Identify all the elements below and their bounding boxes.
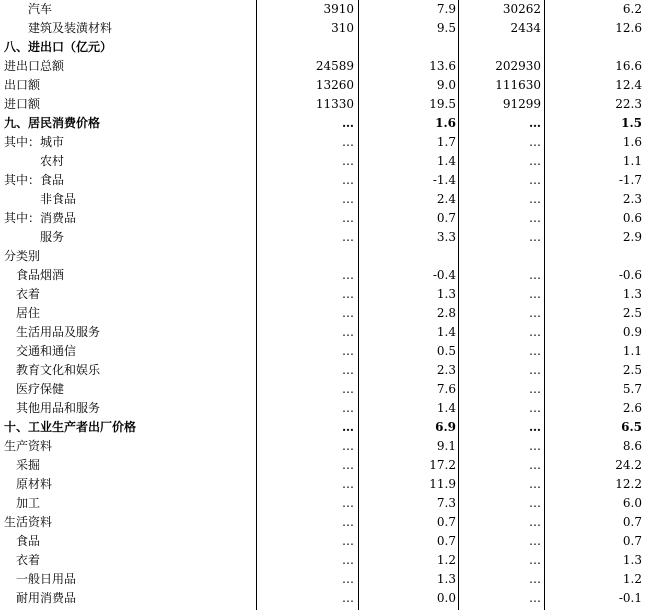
value-cell-3: … [529, 458, 541, 472]
row-label: 汽车 [28, 2, 53, 16]
value-cell-4: -0.1 [618, 591, 642, 605]
value-cell-1: … [342, 458, 354, 472]
value-cell-3: … [529, 382, 541, 396]
table-row [0, 361, 649, 380]
value-cell-3: … [529, 496, 541, 510]
table-row [0, 95, 649, 114]
value-cell-3: … [529, 116, 541, 130]
value-cell-1: 310 [331, 21, 354, 35]
table-row [0, 304, 649, 323]
row-label: 生产资料 [4, 439, 53, 453]
value-cell-1: … [342, 287, 354, 301]
value-cell-2: 0.7 [436, 534, 456, 548]
value-cell-1: 24589 [315, 59, 354, 73]
value-cell-4: 1.1 [622, 154, 642, 168]
row-label: 十、工业生产者出厂价格 [4, 420, 137, 434]
table-row [0, 380, 649, 399]
table-row [0, 19, 649, 38]
value-cell-2: 3.3 [436, 230, 456, 244]
value-cell-3: … [529, 553, 541, 567]
row-label: 交通和通信 [16, 344, 77, 358]
value-cell-4: 1.6 [622, 135, 642, 149]
value-cell-3 [449, 38, 541, 57]
row-label: 其中：消费品 [4, 211, 77, 225]
value-cell-4: 24.2 [615, 458, 642, 472]
value-cell-1: 13260 [315, 78, 354, 92]
value-cell-1: … [342, 192, 354, 206]
table-row [0, 589, 649, 608]
value-cell-2 [360, 38, 456, 57]
value-cell-3: … [529, 401, 541, 415]
row-label: 采掘 [16, 458, 41, 472]
row-label: 其他用品和服务 [16, 401, 101, 415]
value-cell-4: 12.6 [615, 21, 642, 35]
value-cell-1: … [342, 382, 354, 396]
value-cell-3: 111630 [495, 78, 541, 92]
value-cell-3: … [529, 515, 541, 529]
value-cell-4: 0.7 [622, 515, 642, 529]
row-label: 衣着 [16, 287, 41, 301]
table-row [0, 323, 649, 342]
table-row [0, 228, 649, 247]
value-cell-2: 6.9 [435, 420, 456, 434]
value-cell-2: 9.0 [436, 78, 456, 92]
value-cell-4 [548, 38, 642, 57]
value-cell-4: 0.7 [622, 534, 642, 548]
value-cell-4: 6.2 [622, 2, 642, 16]
value-cell-4: 1.2 [622, 572, 642, 586]
value-cell-2: 1.4 [436, 154, 456, 168]
value-cell-3: … [529, 363, 541, 377]
value-cell-3: … [529, 268, 541, 282]
row-label: 食品 [16, 534, 41, 548]
row-label: 耐用消费品 [16, 591, 77, 605]
row-label: 居住 [16, 306, 41, 320]
value-cell-1: … [342, 496, 354, 510]
value-cell-3: … [529, 173, 541, 187]
value-cell-2: 1.7 [436, 135, 456, 149]
row-label: 教育文化和娱乐 [16, 363, 101, 377]
value-cell-4: 6.0 [622, 496, 642, 510]
row-label: 食品烟酒 [16, 268, 65, 282]
table-row [0, 342, 649, 361]
value-cell-1: … [342, 211, 354, 225]
value-cell-4: 1.3 [622, 287, 642, 301]
value-cell-2: 9.1 [436, 439, 456, 453]
value-cell-3: … [529, 211, 541, 225]
row-label: 生活用品及服务 [16, 325, 101, 339]
value-cell-1: … [342, 553, 354, 567]
value-cell-2: 9.5 [436, 21, 456, 35]
row-label: 非食品 [40, 192, 77, 206]
row-label: 其中：食品 [4, 173, 65, 187]
value-cell-2: 1.2 [436, 553, 456, 567]
table-row [0, 171, 649, 190]
table-row [0, 418, 649, 437]
value-cell-3: 91299 [502, 97, 541, 111]
row-label: 原材料 [16, 477, 53, 491]
row-label: 农村 [40, 154, 65, 168]
value-cell-1: … [342, 401, 354, 415]
value-cell-2: 0.0 [436, 591, 456, 605]
value-cell-2: 11.9 [429, 477, 456, 491]
value-cell-2: 7.3 [436, 496, 456, 510]
table-row [0, 494, 649, 513]
row-label: 生活资料 [4, 515, 53, 529]
table-row [0, 76, 649, 95]
value-cell-4: 2.3 [622, 192, 642, 206]
value-cell-4: 1.5 [621, 116, 642, 130]
value-cell-3 [449, 247, 541, 266]
row-label: 医疗保健 [16, 382, 65, 396]
row-label: 建筑及装潢材料 [28, 21, 113, 35]
value-cell-4: 12.2 [615, 477, 642, 491]
value-cell-4 [548, 247, 642, 266]
value-cell-1: … [342, 534, 354, 548]
value-cell-1: … [342, 363, 354, 377]
table-row [0, 266, 649, 285]
value-cell-1: … [342, 591, 354, 605]
value-cell-3: … [529, 344, 541, 358]
value-cell-2: 1.3 [436, 572, 456, 586]
value-cell-4: -1.7 [618, 173, 642, 187]
row-label: 服务 [40, 230, 65, 244]
table-row [0, 114, 649, 133]
table-row [0, 475, 649, 494]
value-cell-1: … [342, 420, 354, 434]
table-row [0, 532, 649, 551]
value-cell-3: 30262 [502, 2, 541, 16]
value-cell-1: … [342, 477, 354, 491]
value-cell-4: 5.7 [622, 382, 642, 396]
table-row [0, 399, 649, 418]
row-label: 九、居民消费价格 [4, 116, 101, 130]
value-cell-2: 1.3 [436, 287, 456, 301]
value-cell-2: 7.9 [436, 2, 456, 16]
value-cell-4: 6.5 [621, 420, 642, 434]
table-row [0, 57, 649, 76]
value-cell-3: … [529, 306, 541, 320]
value-cell-3: … [529, 534, 541, 548]
value-cell-2: 0.7 [436, 211, 456, 225]
value-cell-2: 1.4 [436, 401, 456, 415]
value-cell-4: 22.3 [615, 97, 642, 111]
value-cell-1: … [342, 439, 354, 453]
value-cell-4: 12.4 [615, 78, 642, 92]
value-cell-4: 8.6 [622, 439, 642, 453]
value-cell-4: 2.5 [622, 363, 642, 377]
value-cell-1: … [342, 515, 354, 529]
value-cell-4: 2.9 [622, 230, 642, 244]
value-cell-2: 1.4 [436, 325, 456, 339]
value-cell-2: 19.5 [429, 97, 456, 111]
value-cell-3: … [529, 135, 541, 149]
value-cell-3: … [529, 325, 541, 339]
row-label: 进口额 [4, 97, 41, 111]
table-row [0, 0, 649, 19]
value-cell-2 [360, 247, 456, 266]
table-row [0, 456, 649, 475]
value-cell-2: 2.8 [436, 306, 456, 320]
row-label: 衣着 [16, 553, 41, 567]
value-cell-1: … [342, 154, 354, 168]
value-cell-3: 202930 [495, 59, 541, 73]
table-row [0, 551, 649, 570]
value-cell-2: 1.6 [435, 116, 456, 130]
value-cell-4: 2.6 [622, 401, 642, 415]
row-label: 加工 [16, 496, 41, 510]
value-cell-3: … [529, 192, 541, 206]
value-cell-1: 11330 [315, 97, 354, 111]
value-cell-4: 1.3 [622, 553, 642, 567]
value-cell-2: 13.6 [429, 59, 456, 73]
value-cell-4: 0.6 [622, 211, 642, 225]
value-cell-3: … [529, 420, 541, 434]
value-cell-2: 2.4 [436, 192, 456, 206]
value-cell-4: 0.9 [622, 325, 642, 339]
row-label: 进出口总额 [4, 59, 65, 73]
value-cell-2: 2.3 [436, 363, 456, 377]
value-cell-1: … [342, 306, 354, 320]
table-row [0, 152, 649, 171]
value-cell-4: 1.1 [622, 344, 642, 358]
table-row [0, 513, 649, 532]
value-cell-2: -0.4 [432, 268, 456, 282]
value-cell-2: -1.4 [432, 173, 456, 187]
value-cell-1: … [342, 230, 354, 244]
table-row [0, 190, 649, 209]
value-cell-2: 0.7 [436, 515, 456, 529]
value-cell-2: 7.6 [436, 382, 456, 396]
table-row [0, 133, 649, 152]
value-cell-1: … [342, 344, 354, 358]
value-cell-3: … [529, 591, 541, 605]
value-cell-3: 2434 [510, 21, 541, 35]
table-row [0, 570, 649, 589]
value-cell-1 [258, 38, 354, 57]
value-cell-3: … [529, 287, 541, 301]
row-label: 八、进出口（亿元） [4, 40, 113, 54]
row-label: 其中：城市 [4, 135, 65, 149]
table-row [0, 247, 649, 266]
row-label: 分类别 [4, 249, 41, 263]
value-cell-2: 0.5 [436, 344, 456, 358]
value-cell-4: 16.6 [615, 59, 642, 73]
value-cell-1 [258, 247, 354, 266]
value-cell-1: … [342, 572, 354, 586]
value-cell-3: … [529, 154, 541, 168]
table-row [0, 437, 649, 456]
value-cell-1: … [342, 173, 354, 187]
value-cell-3: … [529, 230, 541, 244]
row-label: 一般日用品 [16, 572, 77, 586]
value-cell-4: 2.5 [622, 306, 642, 320]
table-row [0, 285, 649, 304]
value-cell-1: … [342, 116, 354, 130]
value-cell-3: … [529, 572, 541, 586]
value-cell-1: … [342, 135, 354, 149]
value-cell-2: 17.2 [429, 458, 456, 472]
table-row [0, 209, 649, 228]
value-cell-1: … [342, 325, 354, 339]
value-cell-4: -0.6 [618, 268, 642, 282]
row-label: 出口额 [4, 78, 41, 92]
table-row [0, 38, 649, 57]
value-cell-3: … [529, 477, 541, 491]
value-cell-3: … [529, 439, 541, 453]
value-cell-1: … [342, 268, 354, 282]
value-cell-1: 3910 [323, 2, 354, 16]
